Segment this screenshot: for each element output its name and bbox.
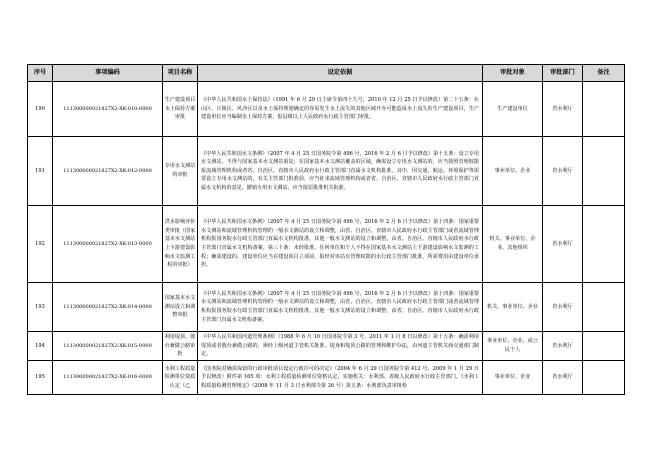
row-no: 193 — [28, 283, 53, 332]
row-name: 利用堤顶、戗台兼做公路审批 — [163, 332, 198, 361]
row-code: 11130000002182​7X2-XK-016-0000 — [53, 361, 163, 395]
row-code: 11130000002182​7X2-XK-015-0000 — [53, 332, 163, 361]
row-dept: 省水利厅 — [543, 283, 583, 332]
col-header-basis: 设定依据 — [198, 65, 483, 82]
row-note — [583, 361, 625, 395]
table-row — [28, 332, 625, 361]
row-name: 国家基本水文测站设立和调整审批 — [163, 283, 198, 332]
row-no: 192 — [28, 206, 53, 283]
row-name: 专用水文测站的审批 — [163, 137, 198, 206]
col-header-dept: 审批部门 — [543, 65, 583, 82]
row-no: 191 — [28, 137, 53, 206]
row-dept: 省水利厅 — [543, 82, 583, 137]
row-note — [583, 332, 625, 361]
row-note — [583, 82, 625, 137]
col-header-name: 项目名称 — [163, 65, 198, 82]
permit-table-page — [27, 64, 624, 395]
row-target: 机关、事业单位、企业 — [483, 283, 543, 332]
col-header-code: 事项编码 — [53, 65, 163, 82]
row-code: 11130000002182​7X2-XK-013-0000 — [53, 206, 163, 283]
table-row — [28, 82, 625, 137]
row-note — [583, 283, 625, 332]
row-note — [583, 206, 625, 283]
row-name: 洪水影响评价类审批（国家基本水文测站上下游建设影响水文监测工程的审批） — [163, 206, 198, 283]
col-header-note: 备注 — [583, 65, 625, 82]
row-dept: 省水利厅 — [543, 137, 583, 206]
row-no: 195 — [28, 361, 53, 395]
row-target: 生产建设单位 — [483, 82, 543, 137]
col-header-target: 审批对象 — [483, 65, 543, 82]
row-no: 194 — [28, 332, 53, 361]
row-dept: 省水利厅 — [543, 361, 583, 395]
row-basis: 《中华人民共和国水文条例》（2007 年 4 月 25 日国务院令第 496 号，2016 年 2 月 6 日予以修改）第十四条：国家重要水文测站和流域管理机构管理的一般水文测站的设立和调整，由省、自治区、直辖市人民政府水行政主管部门或者流域管理机构报国务院水行政主管部门直属水文机构批准。其他一般水文测站的设立和调整，由省、自治区、直辖市人民政府水行政主管部门直属水文机构备案。第三十条：未经批准，任何单位和个人不得在国家基本水文测站上下游建设影响水文监测的工程；确需建设的，建设单位应当在建设项目立项前，报经对该站有管理权限的水行政主管部门批准，所需费用由建设单位承担。 — [198, 206, 483, 283]
row-name: 水利工程质量检测单位资质认定（乙 — [163, 361, 198, 395]
table-row — [28, 283, 625, 332]
row-code: 11130000002182​7X2-XK-010-0000 — [53, 82, 163, 137]
row-target: 事业单位、企业 — [483, 137, 543, 206]
row-basis: 《中华人民共和国河道管理条例》（1988 年 6 月 10 日国务院令第 3 号，2011 年 1 月 8 日以修改）第十五条：确需利用堤顶或者戗台兼做公路的，须经上级河道主管机关批准。堤身和堤顶公路的管理和维护办法，由河道主管机关商交通部门制定。 — [198, 332, 483, 361]
row-dept: 省水利厅 — [543, 206, 583, 283]
row-name: 生产建设项目水土保持方案审批 — [163, 82, 198, 137]
row-code: 11130000002182​7X2-XK-012-0000 — [53, 137, 163, 206]
row-target: 事业单位、企业 — [483, 361, 543, 395]
row-dept: 省水利厅 — [543, 332, 583, 361]
row-basis: 《国务院对确需保留的行政审批项目设定行政许可的决定》（2004 年 6 月 29 日国务院令第 412 号，2009 年 1 月 29 日予以修改）附件第 165 项：水利工程质量检测单位资格认定，实施机关：水利部、省级人民政府水行政主管部门。《水利工程质量检测管理规定》（2008 年 11 月 3 日水利部令第 36 号）第五条：水利部负责审批检 — [198, 361, 483, 395]
row-no: 190 — [28, 82, 53, 137]
row-target: 机关、事业单位、企业、其他组织 — [483, 206, 543, 283]
table-row — [28, 137, 625, 206]
row-basis: 《中华人民共和国水文条例》（2007 年 4 月 25 日国务院令第 496 号，2016 年 2 月 6 日予以修改）第十四条：国家重要水文测站和流域管理机构管理的一般水文测站的设立和调整，由省、自治区、直辖市人民政府水行政主管部门或者流域管理机构报国务院水行政主管部门直属水文机构批准。其他一般水文测站的设立和调整，由省、自治区、直辖市人民政府水行政主管部门直属水文机构备案。 — [198, 283, 483, 332]
row-basis: 《中华人民共和国水土保持法》（1991 年 6 月 29 日主席令第四十九号，2010 年 12 月 25 日予以修改）第二十五条：在山区、丘陵区、风沙区以及水土保持规划确定的容易发生水土流失的其他区域开办可能造成水土流失的生产建设项目，生产建设单位应当编制水土保持方案，报县级以上人民政府水行政主管部门审批。 — [198, 82, 483, 137]
permit-table — [27, 64, 625, 395]
row-note — [583, 137, 625, 206]
table-row — [28, 361, 625, 395]
row-code: 11130000002182​7X2-XK-014-0000 — [53, 283, 163, 332]
table-header-row — [28, 65, 625, 82]
table-row — [28, 206, 625, 283]
row-basis: 《中华人民共和国水文条例》（2007 年 4 月 25 日国务院令第 496 号，2016 年 2 月 6 日予以修改）第十五条：设立专用水文测站，不得与国家基本水文测站重复；在国家基本水文测站覆盖的区域，确需设立专用水文测站的，应当按照管理权限报流域管理机构或者省、自治区、直辖市人民政府水行政主管部门直属水文机构批准。其中，因交通、航运、环境保护等需要设立专用水文测站的，有关主管部门批准前，应当征求流域管理机构或者省、自治区、直辖市人民政府水行政主管部门直属水文机构的意见。撤销专用水文测站，应当报原批准机关批准。 — [198, 137, 483, 206]
row-target: 事业单位、企业、或公民个人 — [483, 332, 543, 361]
col-header-no: 序号 — [28, 65, 53, 82]
